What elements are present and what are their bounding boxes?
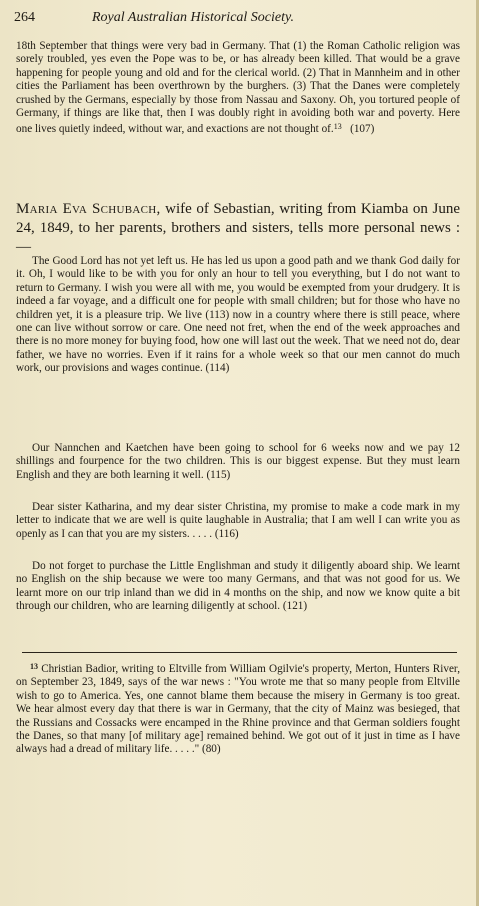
page-number: 264: [14, 10, 35, 25]
section-lead: [16, 200, 460, 257]
paragraph-continuation: [16, 40, 460, 137]
letter-paragraph-1: The Good Lord has not yet left us. He has led us upon a good path and we thank God daily for it. Oh, I would like to be with you for only an hour to tell you everything, but I do not want to return to Germany. I wish you were all with me, you would be exempted from your drudgery. It is indeed a far voyage, and a difficult one for people with small children; but for those who have no children yet, it is a pleasure trip. We live (113) now in a country where there is still peace, where one can live without sorrow or care. One need not fret, when the end of the week approaches and there is no more money for buying food, how one will last out the week. That we need not do, dear father, we have no worries. Even if it rains for a whole week so that our men cannot do much work, our provisions and wages continue. (114): [16, 255, 460, 375]
footnote-text: Christian Badior, writing to Eltville from William Ogilvie's property, Merton, Hunters River, on September 23, 1849, says of the war news : "You wrote me that so many people from Eltville wish to go to America. Yes, one cannot blame them because the misery in Germany is too great. We hear almost every day that there is war in Germany, that the city of Mainz was besieged, that the Russians and Cossacks were encamped in the Rhine province and that German soldiers fought the Danes, so that many [of military age] remained behind. We got out of it just in time as I have always had a dread of military life. . . . ." (80): [16, 663, 460, 756]
footnote: [16, 660, 460, 757]
letter-paragraph-2: Our Nannchen and Kaetchen have been going to school for 6 weeks now and we pay 12 shillings and fourpence for the two children. This is our biggest expense. But they must learn English and they are both learning it well. (115): [16, 442, 460, 481]
paragraph-text: 18th September that things were very bad in Germany. That (1) the Roman Catholic religion was sorely troubled, yes even the Pope was to be, or has already been killed. That would be a grave happening for people young and old and for the clerical world. (2) That in Mannheim and in other cities the Parliament has been overthrown by the burghers. (3) That the Danes were completely crushed by the Germans, especially by those from Nassau and Saxony. Oh, you tortured people of Germany, if things are like that, then I was doubly right in avoiding both war and poverty. Here one lives quietly indeed, without war, and exactions are not thought of.: [16, 40, 460, 136]
footnote-reference: 13: [333, 122, 342, 132]
author-name: Maria Eva Schubach,: [16, 201, 161, 217]
letter-paragraph-3: Dear sister Katharina, and my dear sister Christina, my promise to make a code mark in my letter to indicate that we are well is quite laughable in Australia; that I am well I can write you as openly as I can that you are my sisters. . . . . (116): [16, 501, 460, 540]
running-head: Royal Australian Historical Society.: [92, 10, 294, 25]
footnote-divider: [22, 652, 457, 653]
page-header: [14, 10, 462, 30]
citation: (107): [350, 123, 375, 136]
footnote-mark: 13: [30, 662, 38, 671]
lead-text: wife of Sebastian, writing from Kiamba on June 24, 1849, to her parents, brothers and sisters, tells more personal news :—: [16, 201, 460, 255]
letter-paragraph-4: Do not forget to purchase the Little Englishman and study it diligently aboard ship. We learnt no English on the ship because we were too many Germans, and that was not good for us. We learnt more on our trip inland than we did in 4 months on the ship, and now we know quite a bit through our children, who are learning diligently at school. (121): [16, 560, 460, 613]
